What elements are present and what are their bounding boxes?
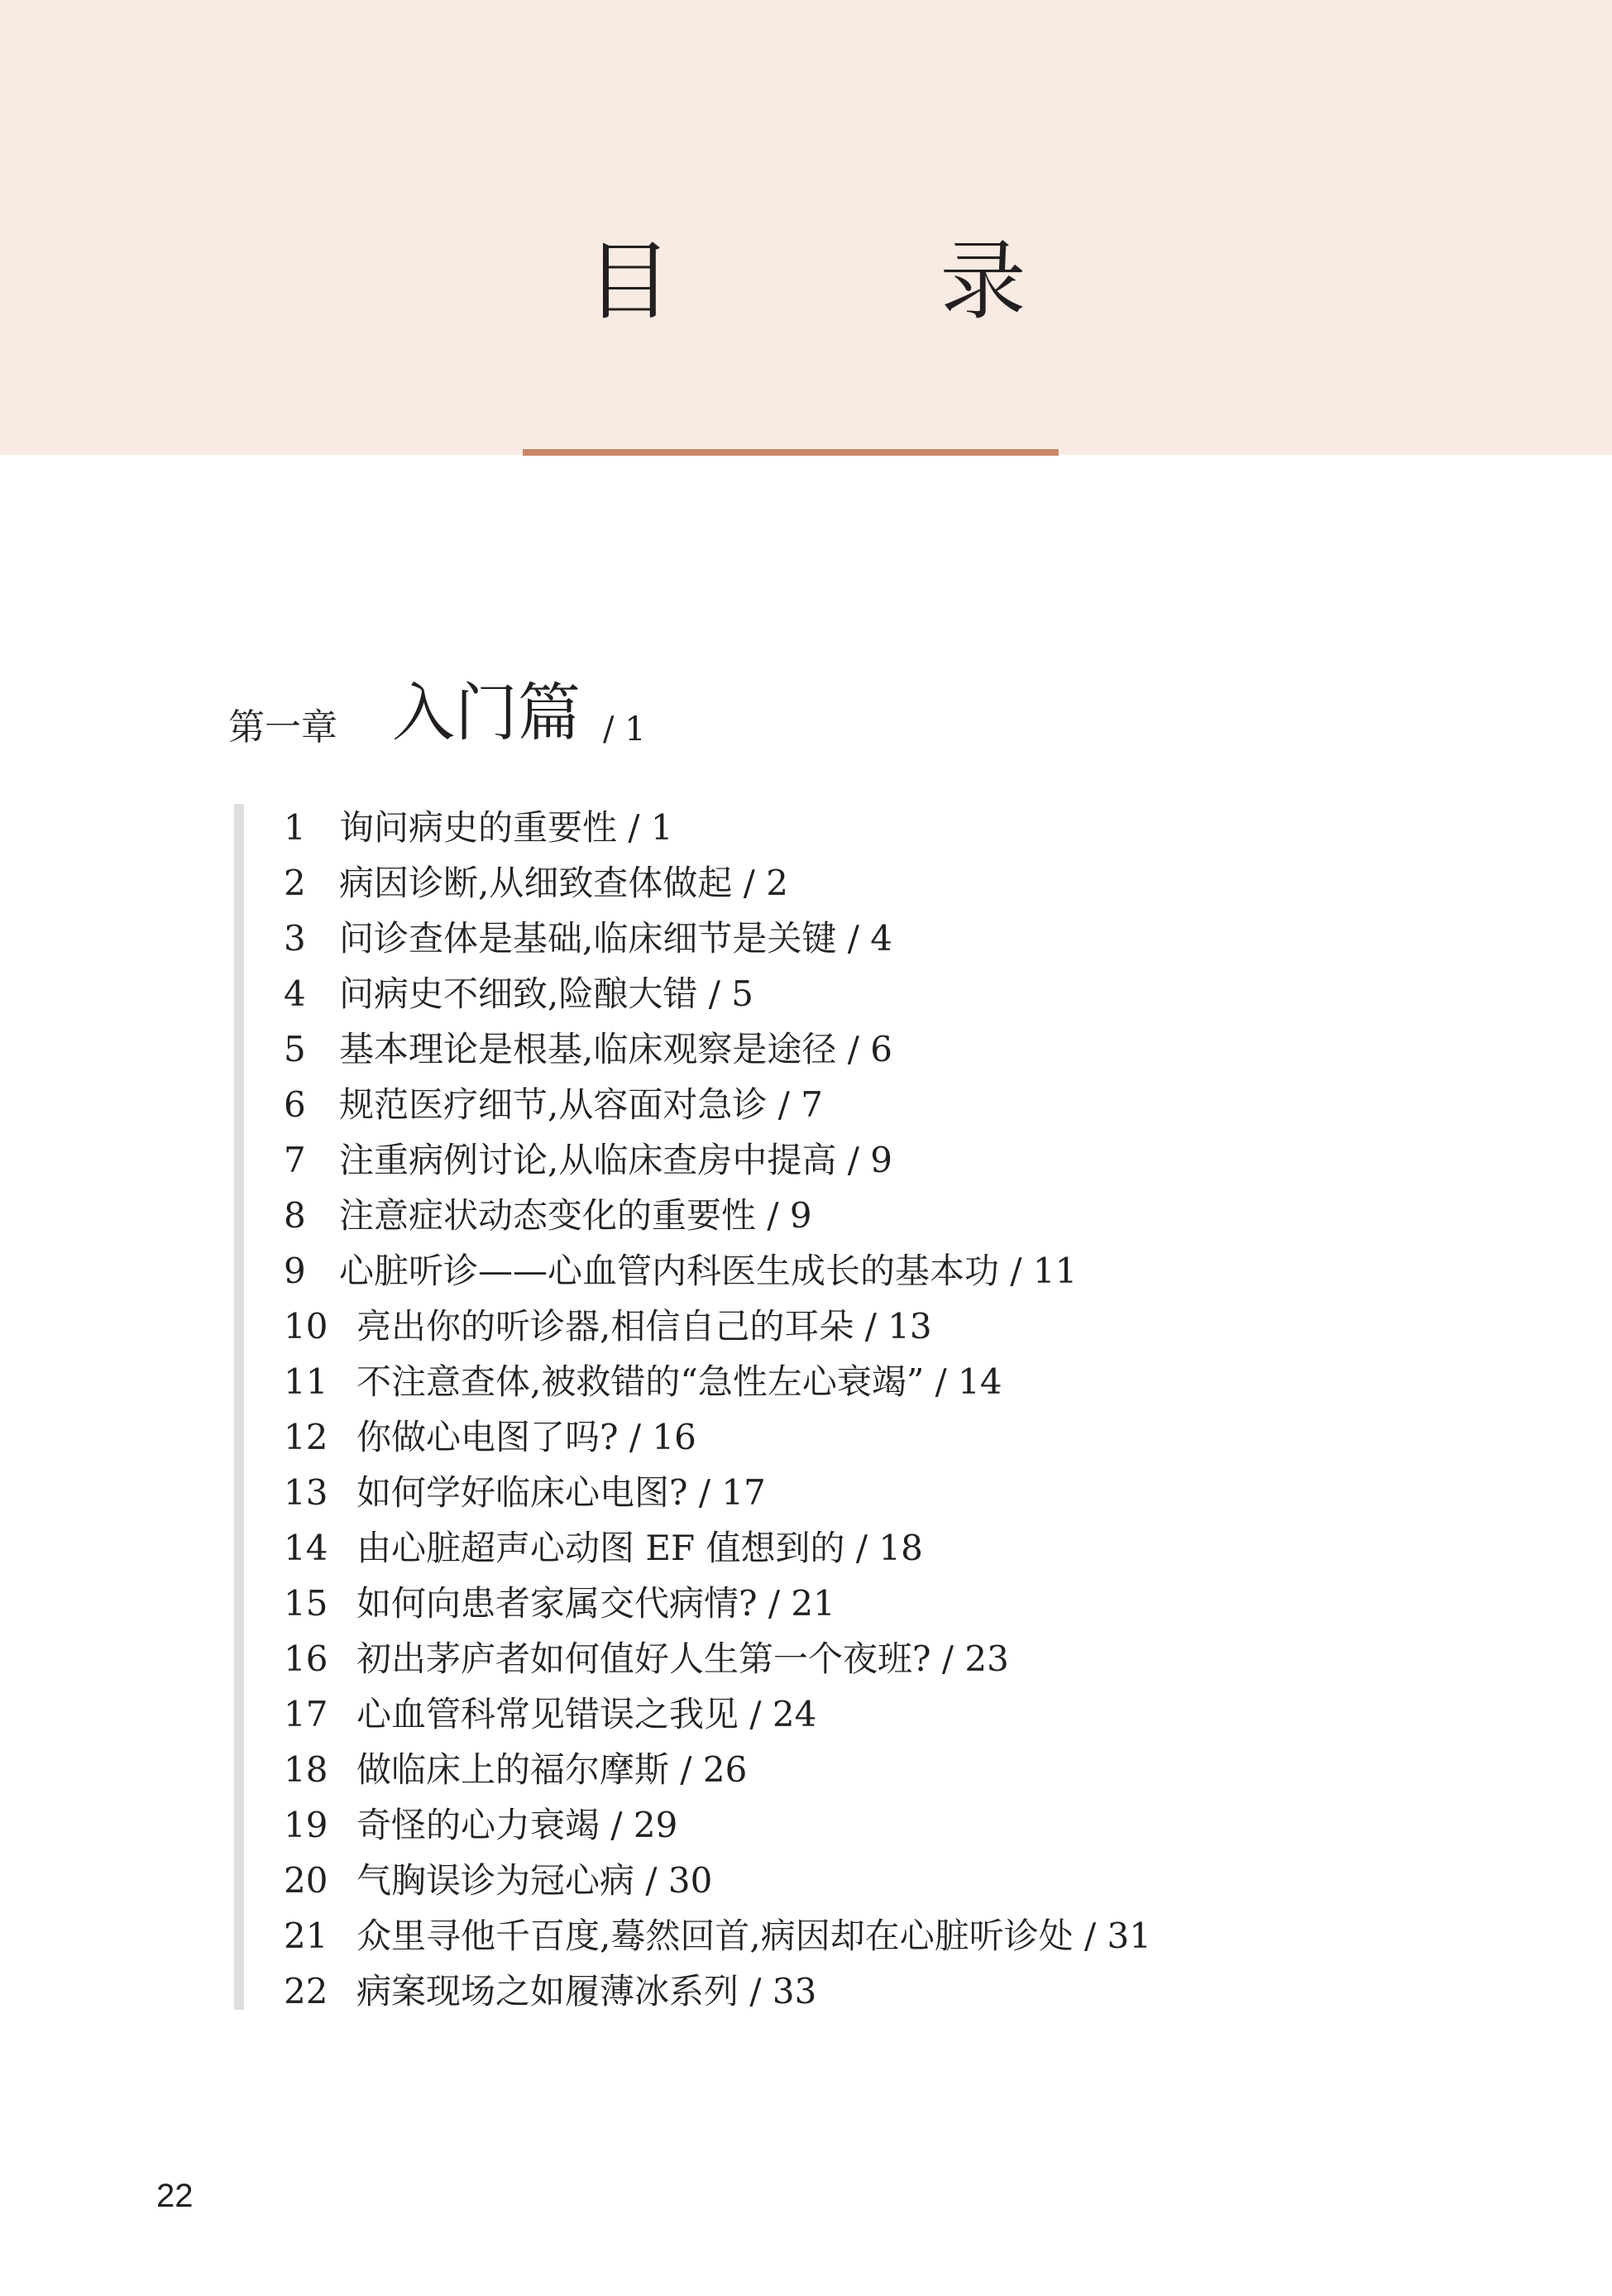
toc-entry [284, 1631, 1524, 1686]
entry-number: 2 [284, 863, 306, 903]
toc-entry [284, 1686, 1524, 1742]
chapter-page-ref: / 1 [603, 710, 646, 749]
entry-number: 7 [284, 1140, 306, 1180]
entry-title: 注意症状动态变化的重要性 / 9 [339, 1195, 812, 1236]
title-rule [523, 449, 1059, 456]
entry-number: 12 [284, 1417, 328, 1457]
entry-number: 20 [284, 1860, 328, 1901]
entry-number: 16 [284, 1638, 328, 1679]
toc-entry [284, 1299, 1524, 1354]
toc-entry [284, 1132, 1524, 1188]
entry-title: 心血管科常见错误之我见 / 24 [356, 1694, 817, 1734]
toc-entry [284, 1465, 1524, 1520]
entry-title: 心脏听诊——心血管内科医生成长的基本功 / 11 [339, 1251, 1078, 1291]
entry-title: 问诊查体是基础,临床细节是关键 / 4 [339, 918, 892, 959]
toc-entry [284, 800, 1524, 855]
entry-number: 8 [284, 1195, 306, 1236]
entry-number: 10 [284, 1306, 328, 1347]
toc-entry [284, 1742, 1524, 1797]
toc-entry [284, 966, 1524, 1021]
entry-title: 众里寻他千百度,蓦然回首,病因却在心脏听诊处 / 31 [356, 1916, 1151, 1956]
entry-title: 你做心电图了吗? / 16 [356, 1417, 696, 1457]
entry-number: 13 [284, 1472, 328, 1513]
toc-entry [284, 855, 1524, 911]
toc-entry [284, 1797, 1524, 1853]
entry-title: 做临床上的福尔摩斯 / 26 [356, 1749, 748, 1790]
chapter-number: 第一章 [228, 706, 337, 749]
entry-number: 18 [284, 1749, 328, 1790]
entry-number: 4 [284, 973, 306, 1014]
entry-title: 病因诊断,从细致查体做起 / 2 [339, 863, 788, 903]
header-band [0, 0, 1612, 455]
entry-title: 由心脏超声心动图 EF 值想到的 / 18 [356, 1528, 923, 1568]
entry-title: 询问病史的重要性 / 1 [339, 807, 673, 848]
toc-entry [284, 1409, 1524, 1465]
entry-title: 不注意查体,被救错的“急性左心衰竭” / 14 [356, 1361, 1002, 1402]
entry-number: 21 [284, 1916, 328, 1956]
page-number: 22 [156, 2178, 194, 2214]
entry-number: 19 [284, 1805, 328, 1845]
entry-number: 1 [284, 807, 306, 848]
entry-number: 14 [284, 1528, 328, 1568]
entry-title: 亮出你的听诊器,相信自己的耳朵 / 13 [356, 1306, 932, 1347]
entry-number: 22 [284, 1971, 328, 2011]
toc-entry [284, 1354, 1524, 1409]
toc-entry [284, 1964, 1524, 2019]
entry-number: 6 [284, 1084, 306, 1125]
entry-number: 15 [284, 1583, 328, 1624]
page-title: 目 录 [586, 231, 1117, 332]
entry-title: 如何向患者家属交代病情? / 21 [356, 1583, 835, 1624]
toc-entry [284, 1077, 1524, 1132]
toc-entry [284, 1243, 1524, 1299]
toc-entry [284, 1853, 1524, 1908]
entry-title: 如何学好临床心电图? / 17 [356, 1472, 766, 1513]
toc-entry [284, 911, 1524, 966]
entry-title: 规范医疗细节,从容面对急诊 / 7 [339, 1084, 823, 1125]
entry-number: 9 [284, 1251, 306, 1291]
toc-list [284, 800, 1524, 2019]
entry-number: 17 [284, 1694, 328, 1734]
entry-title: 注重病例讨论,从临床查房中提高 / 9 [339, 1140, 892, 1180]
entry-number: 5 [284, 1029, 306, 1069]
entry-number: 11 [284, 1361, 328, 1402]
toc-entry [284, 1021, 1524, 1077]
toc-entry [284, 1520, 1524, 1576]
entry-title: 奇怪的心力衰竭 / 29 [356, 1805, 678, 1845]
entry-number: 3 [284, 918, 306, 959]
entry-title: 基本理论是根基,临床观察是途径 / 6 [339, 1029, 892, 1069]
entry-title: 病案现场之如履薄冰系列 / 33 [356, 1971, 817, 2011]
toc-side-bar [234, 804, 244, 2010]
toc-entry [284, 1576, 1524, 1631]
entry-title: 气胸误诊为冠心病 / 30 [356, 1860, 713, 1901]
entry-title: 问病史不细致,险酿大错 / 5 [339, 973, 753, 1014]
entry-title: 初出茅庐者如何值好人生第一个夜班? / 23 [356, 1638, 1009, 1679]
chapter-title: 入门篇 [392, 676, 581, 749]
toc-entry [284, 1188, 1524, 1243]
toc-entry [284, 1908, 1524, 1964]
